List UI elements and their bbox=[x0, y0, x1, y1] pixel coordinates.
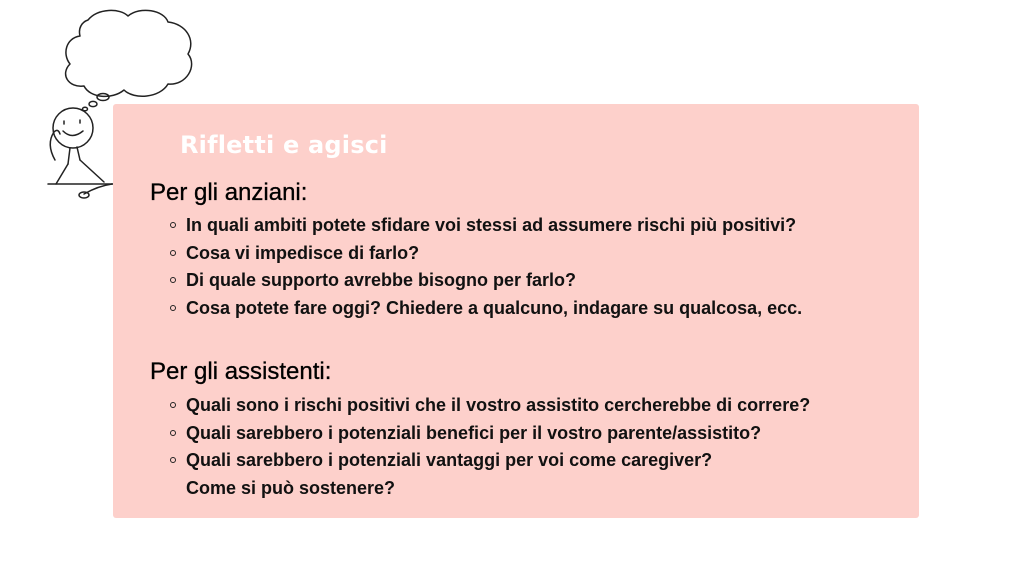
section-heading-carers: Per gli assistenti: bbox=[150, 358, 332, 385]
list-item-text: Quali sono i rischi positivi che il vostro assistito cercherebbe di correre? bbox=[186, 395, 811, 415]
list-item bbox=[170, 392, 810, 420]
list-item-text: Quali sarebbero i potenziali vantaggi per voi come caregiver? bbox=[186, 450, 713, 470]
list-item-text: Cosa vi impedisce di farlo? bbox=[186, 242, 420, 263]
smile-icon bbox=[63, 131, 83, 136]
list-item bbox=[170, 267, 802, 295]
list-item-continuation: Come si può sostenere? bbox=[186, 477, 396, 498]
thought-bubble-medium-icon bbox=[89, 101, 97, 106]
thought-cloud-icon bbox=[66, 10, 192, 96]
bullet-list-carers bbox=[170, 392, 810, 502]
hollow-bullet-icon bbox=[170, 250, 176, 256]
hollow-bullet-icon bbox=[170, 222, 176, 228]
list-item-text: Quali sarebbero i potenziali benefici per il vostro parente/assistito? bbox=[186, 422, 762, 443]
list-item bbox=[170, 420, 810, 448]
hollow-bullet-icon bbox=[170, 277, 176, 283]
hollow-bullet-icon bbox=[170, 402, 176, 408]
section-heading-seniors: Per gli anziani: bbox=[150, 179, 308, 206]
list-item bbox=[170, 240, 802, 268]
list-item-text: In quali ambiti potete sfidare voi stessi ad assumere rischi più positivi? bbox=[186, 215, 797, 235]
bullet-list-seniors bbox=[170, 212, 802, 322]
stick-figure-head-icon bbox=[53, 108, 93, 148]
list-item bbox=[170, 295, 802, 323]
hollow-bullet-icon bbox=[170, 457, 176, 463]
hollow-bullet-icon bbox=[170, 430, 176, 436]
list-item bbox=[170, 447, 810, 502]
reflection-card bbox=[113, 104, 919, 518]
list-item bbox=[170, 212, 802, 240]
list-item-text: Di quale supporto avrebbe bisogno per farlo? bbox=[186, 270, 577, 290]
card-title: Rifletti e agisci bbox=[180, 131, 388, 159]
hollow-bullet-icon bbox=[170, 305, 176, 311]
list-item-text: Cosa potete fare oggi? Chiedere a qualcuno, indagare su qualcosa, ecc. bbox=[186, 297, 803, 318]
